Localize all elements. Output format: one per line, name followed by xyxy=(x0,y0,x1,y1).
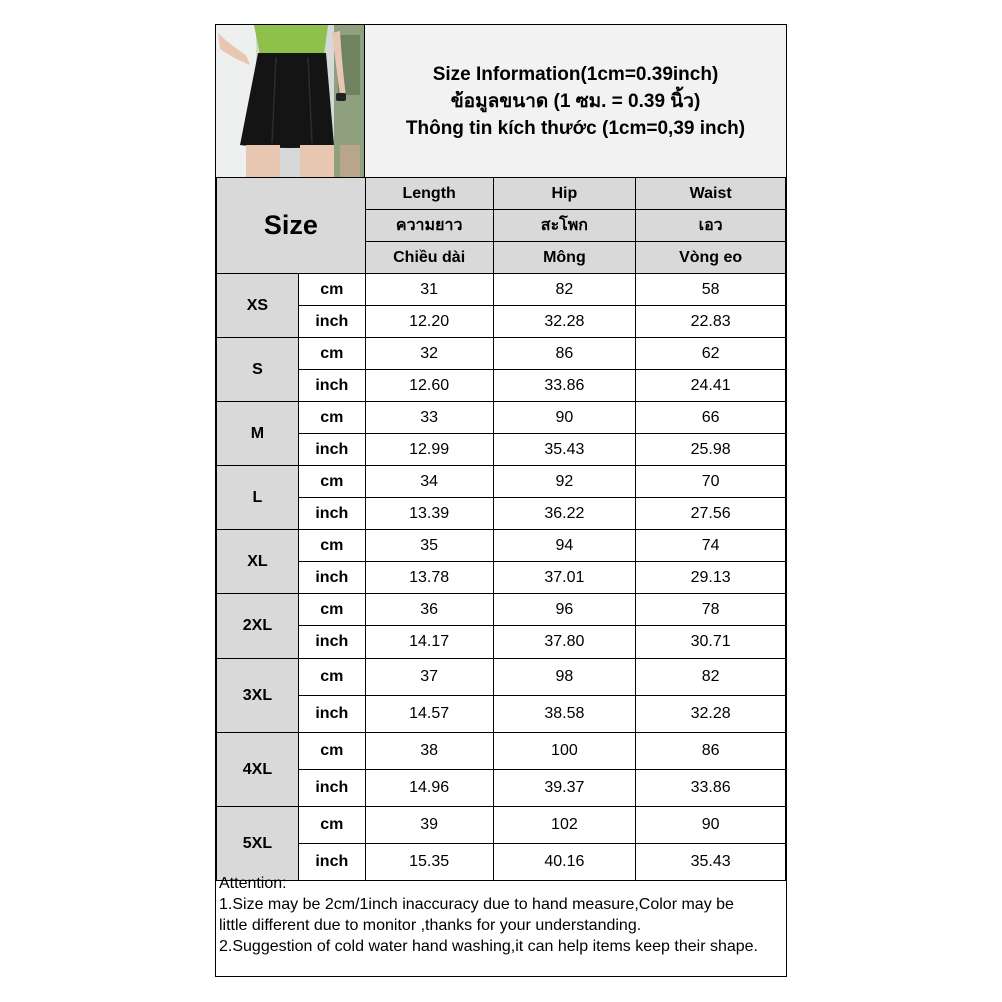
waist-inch: 25.98 xyxy=(636,434,786,466)
length-inch: 13.39 xyxy=(365,498,493,530)
col-waist-vi: Vòng eo xyxy=(636,242,786,274)
hip-cm: 96 xyxy=(493,594,636,626)
col-length-vi: Chiều dài xyxy=(365,242,493,274)
unit-cm: cm xyxy=(298,733,365,770)
hip-inch: 38.58 xyxy=(493,696,636,733)
unit-inch: inch xyxy=(298,498,365,530)
col-hip-vi: Mông xyxy=(493,242,636,274)
hip-inch: 37.01 xyxy=(493,562,636,594)
waist-cm: 70 xyxy=(636,466,786,498)
col-waist-th: เอว xyxy=(636,210,786,242)
hip-inch: 35.43 xyxy=(493,434,636,466)
length-cm: 33 xyxy=(365,402,493,434)
length-inch: 15.35 xyxy=(365,844,493,881)
info-line-vi: Thông tin kích thước (1cm=0,39 inch) xyxy=(405,117,746,139)
col-waist-en: Waist xyxy=(636,178,786,210)
col-hip-en: Hip xyxy=(493,178,636,210)
unit-inch: inch xyxy=(298,434,365,466)
product-photo-image xyxy=(216,25,364,177)
size-label: XL xyxy=(217,530,299,594)
hip-cm: 92 xyxy=(493,466,636,498)
hip-inch: 32.28 xyxy=(493,306,636,338)
table-row xyxy=(217,659,786,696)
length-cm: 35 xyxy=(365,530,493,562)
length-cm: 37 xyxy=(365,659,493,696)
unit-cm: cm xyxy=(298,274,365,306)
length-cm: 38 xyxy=(365,733,493,770)
attention-line: little different due to monitor ,thanks for your understanding. xyxy=(219,917,642,934)
waist-cm: 86 xyxy=(636,733,786,770)
table-row xyxy=(217,562,786,594)
length-inch: 12.99 xyxy=(365,434,493,466)
waist-inch: 35.43 xyxy=(636,844,786,881)
length-cm: 36 xyxy=(365,594,493,626)
length-cm: 34 xyxy=(365,466,493,498)
waist-inch: 24.41 xyxy=(636,370,786,402)
table-row xyxy=(217,626,786,659)
hip-cm: 86 xyxy=(493,338,636,370)
chart-header xyxy=(216,25,786,178)
table-row xyxy=(217,530,786,562)
info-line-th: ข้อมูลขนาด (1 ซม. = 0.39 นิ้ว) xyxy=(450,90,701,112)
size-chart-sheet xyxy=(215,24,787,977)
unit-inch: inch xyxy=(298,370,365,402)
size-label: L xyxy=(217,466,299,530)
hip-inch: 39.37 xyxy=(493,770,636,807)
unit-cm: cm xyxy=(298,466,365,498)
hip-inch: 40.16 xyxy=(493,844,636,881)
unit-inch: inch xyxy=(298,562,365,594)
table-row xyxy=(217,466,786,498)
size-information-panel xyxy=(365,25,786,177)
table-row xyxy=(217,807,786,844)
length-inch: 14.17 xyxy=(365,626,493,659)
waist-cm: 90 xyxy=(636,807,786,844)
unit-inch: inch xyxy=(298,696,365,733)
hip-inch: 33.86 xyxy=(493,370,636,402)
col-length-en: Length xyxy=(365,178,493,210)
table-row xyxy=(217,370,786,402)
table-row xyxy=(217,402,786,434)
unit-cm: cm xyxy=(298,402,365,434)
waist-inch: 33.86 xyxy=(636,770,786,807)
waist-inch: 30.71 xyxy=(636,626,786,659)
hip-cm: 94 xyxy=(493,530,636,562)
waist-cm: 78 xyxy=(636,594,786,626)
waist-inch: 27.56 xyxy=(636,498,786,530)
length-cm: 31 xyxy=(365,274,493,306)
attention-line: 1.Size may be 2cm/1inch inaccuracy due to hand measure,Color may be xyxy=(219,896,734,913)
size-column-header: Size xyxy=(217,178,366,274)
size-label: 3XL xyxy=(217,659,299,733)
waist-inch: 22.83 xyxy=(636,306,786,338)
hip-inch: 37.80 xyxy=(493,626,636,659)
unit-inch: inch xyxy=(298,626,365,659)
waist-cm: 74 xyxy=(636,530,786,562)
waist-inch: 32.28 xyxy=(636,696,786,733)
header-row-en xyxy=(217,178,786,210)
hip-inch: 36.22 xyxy=(493,498,636,530)
length-inch: 12.60 xyxy=(365,370,493,402)
table-row xyxy=(217,733,786,770)
table-row xyxy=(217,274,786,306)
unit-inch: inch xyxy=(298,306,365,338)
hip-cm: 98 xyxy=(493,659,636,696)
unit-cm: cm xyxy=(298,530,365,562)
size-label: XS xyxy=(217,274,299,338)
length-inch: 14.57 xyxy=(365,696,493,733)
length-inch: 13.78 xyxy=(365,562,493,594)
size-label: 2XL xyxy=(217,594,299,659)
table-row xyxy=(217,770,786,807)
size-label: 4XL xyxy=(217,733,299,807)
hip-cm: 102 xyxy=(493,807,636,844)
unit-cm: cm xyxy=(298,338,365,370)
unit-cm: cm xyxy=(298,594,365,626)
unit-cm: cm xyxy=(298,807,365,844)
table-row xyxy=(217,434,786,466)
size-table xyxy=(216,177,786,881)
attention-line: 2.Suggestion of cold water hand washing,it can help items keep their shape. xyxy=(219,938,758,955)
table-row xyxy=(217,338,786,370)
hip-cm: 100 xyxy=(493,733,636,770)
col-hip-th: สะโพก xyxy=(493,210,636,242)
table-row xyxy=(217,306,786,338)
hip-cm: 82 xyxy=(493,274,636,306)
unit-inch: inch xyxy=(298,770,365,807)
size-label: 5XL xyxy=(217,807,299,881)
waist-cm: 82 xyxy=(636,659,786,696)
length-cm: 32 xyxy=(365,338,493,370)
attention-notes xyxy=(216,870,786,976)
col-length-th: ความยาว xyxy=(365,210,493,242)
hip-cm: 90 xyxy=(493,402,636,434)
waist-cm: 62 xyxy=(636,338,786,370)
length-inch: 14.96 xyxy=(365,770,493,807)
info-line-en: Size Information(1cm=0.39inch) xyxy=(432,63,719,85)
table-row xyxy=(217,594,786,626)
attention-title: Attention: xyxy=(219,875,287,892)
waist-inch: 29.13 xyxy=(636,562,786,594)
waist-cm: 58 xyxy=(636,274,786,306)
unit-cm: cm xyxy=(298,659,365,696)
length-inch: 12.20 xyxy=(365,306,493,338)
waist-cm: 66 xyxy=(636,402,786,434)
size-label: M xyxy=(217,402,299,466)
unit-inch: inch xyxy=(298,844,365,881)
table-row xyxy=(217,696,786,733)
length-cm: 39 xyxy=(365,807,493,844)
product-photo xyxy=(216,25,365,177)
table-row xyxy=(217,498,786,530)
size-label: S xyxy=(217,338,299,402)
